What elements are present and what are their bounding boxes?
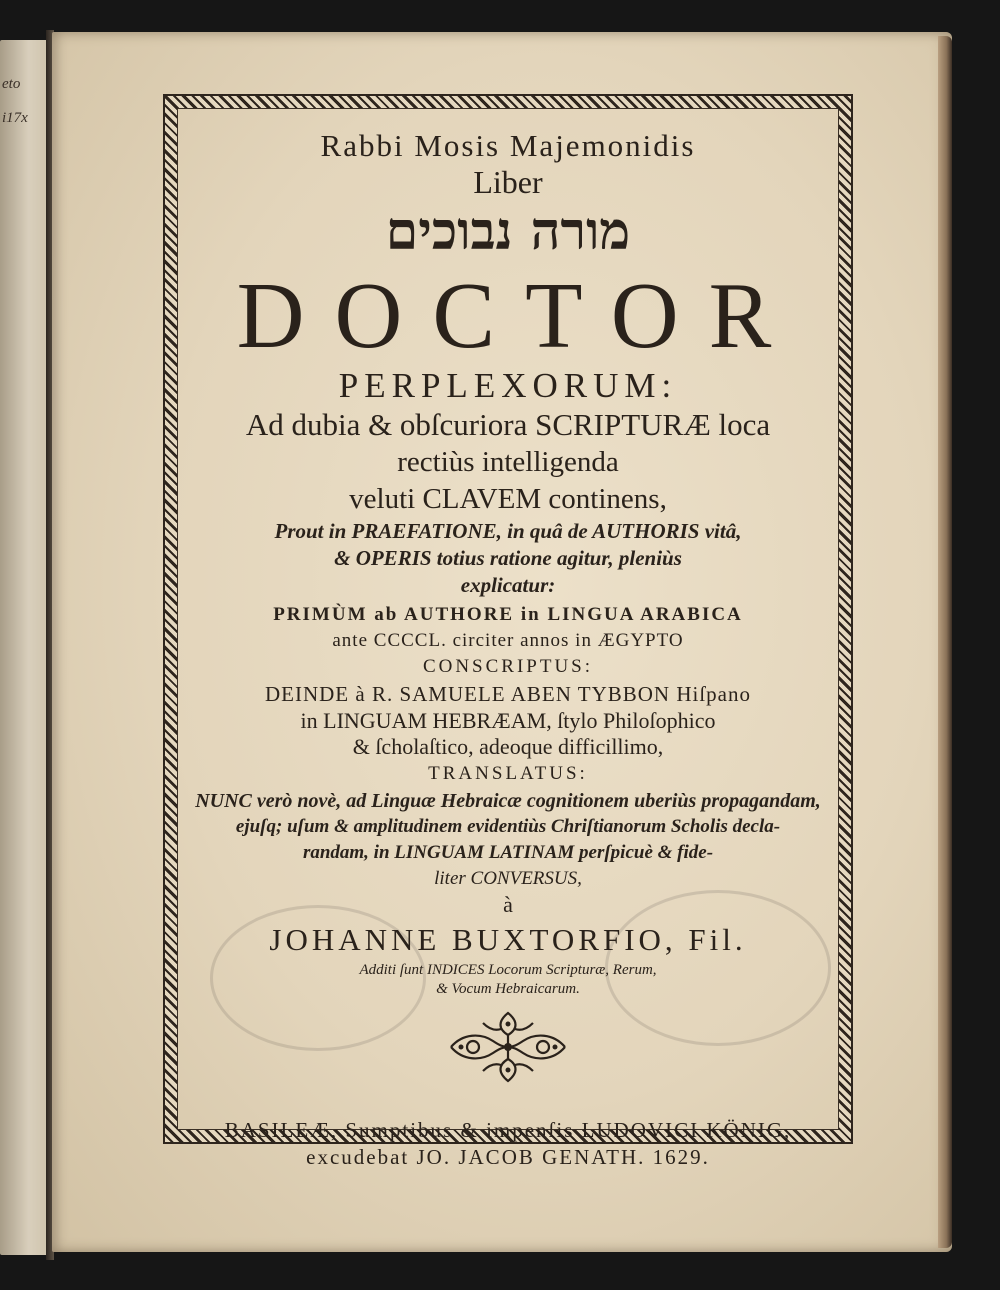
margin-note: eto (2, 76, 21, 92)
latin-version-line: liter CONVERSUS, (434, 868, 582, 889)
indices-line: Additi ſunt INDICES Locorum Scripturæ, Rerum, (359, 962, 657, 978)
description-line: Ad dubia & obſcuriora SCRIPTURÆ loca (245, 407, 771, 442)
translation-line: DEINDE à R. SAMUELE ABEN TYBBON Hiſpano (264, 682, 751, 706)
liber-line: Liber (473, 164, 543, 200)
origin-line: CONSCRIPTUS: (422, 656, 594, 677)
origin-line: ante CCCCL. circiter annos in ÆGYPTO (332, 630, 684, 651)
hebrew-title: מורה נבוכים (385, 201, 631, 262)
page-edge (938, 36, 952, 1248)
origin-line: PRIMÙM ab AUTHORE in LINGUA ARABICA (273, 604, 743, 625)
translation-line: TRANSLATUS: (428, 763, 588, 784)
title-page-text (180, 118, 836, 1169)
margin-note: i17x (2, 110, 28, 126)
indices-line: & Vocum Hebraicarum. (436, 981, 580, 997)
left-page-edge (0, 40, 48, 1255)
imprint-line: excudebat JO. JACOB GENATH. 1629. (306, 1145, 710, 1169)
author-line: Rabbi Mosis Majemonidis (320, 128, 696, 163)
main-title: DOCTOR (236, 264, 802, 368)
latin-version-line: NUNC verò novè, ad Linguæ Hebraicæ cognitionem uberiùs propagandam, (195, 790, 821, 812)
preface-line: explicatur: (460, 573, 556, 597)
latin-version-line: ejuſq; uſum & amplitudinem evidentiùs Chriſtianorum Scholis decla- (235, 816, 781, 837)
main-subtitle: PERPLEXORUM: (338, 366, 678, 405)
latin-version-line: randam, in LINGUAM LATINAM perſpicuè & fide- (302, 842, 714, 863)
preface-line: Prout in PRAEFATIONE, in quâ de AUTHORIS vitâ, (274, 519, 742, 543)
description-line: veluti CLAVEM continens, (349, 483, 667, 515)
imprint-line: BASILEÆ, Sumptibus & impenſis LUDOVICI KÖNIG, (224, 1118, 792, 1142)
description-line: rectiùs intelligenda (397, 446, 619, 478)
translator-name: JOHANNE BUXTORFIO, Fil. (269, 922, 747, 957)
translation-line: in LINGUAM HEBRÆAM, ſtylo Philoſophico (300, 708, 716, 733)
by-line: à (503, 892, 513, 917)
printers-ornament-icon (443, 1007, 573, 1087)
translation-line: & ſcholaſtico, adeoque difficillimo, (352, 734, 664, 759)
preface-line: & OPERIS totius ratione agitur, pleniùs (334, 546, 682, 570)
